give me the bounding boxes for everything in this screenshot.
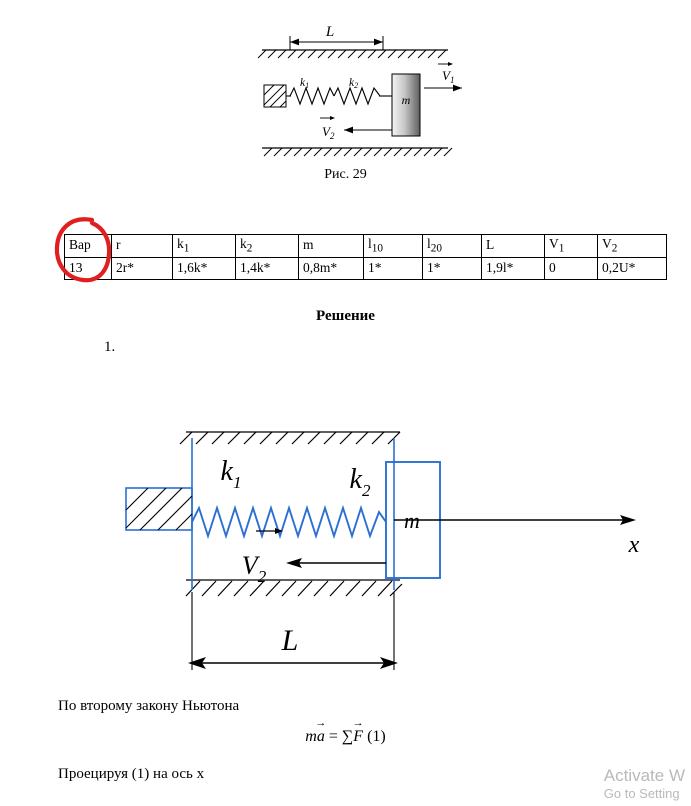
table-header-cell-4: m [299,235,364,258]
fig2-label-v2: $V_2$ [241,551,267,586]
table-header-cell-0: Вар [65,235,112,258]
fig1-label-v1: $V_1$ [442,68,455,85]
formula-sum: ∑ [341,728,354,745]
activation-watermark [604,765,685,803]
formula-F: F → [353,728,363,746]
table-cell-v1: 0 [545,257,598,279]
table-cell-m: 0,8m* [299,257,364,279]
formula-equals: = [328,728,338,745]
formula-a: a → [317,728,325,746]
table-header-row [65,235,667,258]
figure-1 [0,0,691,200]
table-cell-variant: 13 [65,257,112,279]
fig1-label-m: m [401,93,411,107]
table-cell-L: 1,9l* [482,257,545,279]
figure-2 [0,400,691,690]
fig1-label-v2: $V_2$ [322,124,335,141]
table-header-cell-7: L [482,235,545,258]
table-header-cell-1: r [112,235,173,258]
watermark-line-2: Go to Setting [603,785,680,801]
table-cell-k1: 1,6k* [173,257,236,279]
formula-line [0,728,691,746]
fig1-label-L: L [325,24,335,40]
projection-text: Проецируя (1) на ось x [58,766,205,782]
table-cell-r: 2r* [112,257,173,279]
variant-table [64,234,667,280]
table-header-cell-9: $V_2$ [598,235,667,258]
fig2-label-k2: $k_2$ [349,464,371,500]
fig2-label-L: L [281,624,299,657]
formula-m: m [305,728,317,745]
table-header-cell-6: $l_{20}$ [423,235,482,258]
table-header-cell-5: $l_{10}$ [364,235,423,258]
fig1-label-k1: k1 [300,77,310,90]
formula-number: (1) [367,728,386,745]
table-cell-l20: 1* [423,257,482,279]
solution-title: Решение [316,308,375,324]
table-cell-l10: 1* [364,257,423,279]
table-header-cell-2: $k_1$ [173,235,236,258]
fig2-label-m: m [404,508,420,533]
fig2-label-k1: $k_1$ [220,456,242,492]
fig2-label-x: x [628,532,640,558]
newton-law-text: По второму закону Ньютона [58,698,240,714]
fig1-label-k2: k2 [349,77,359,90]
solution-item-number: 1. [104,339,116,355]
figure-1-caption: Рис. 29 [324,167,367,182]
table-cell-k2: 1,4k* [236,257,299,279]
table-header-cell-3: $k_2$ [236,235,299,258]
table-row [65,257,667,279]
figure-2-svg [0,400,691,690]
table-header-cell-8: $V_1$ [545,235,598,258]
watermark-line-1: Activate W [603,765,685,785]
table-cell-v2: 0,2U* [598,257,667,279]
